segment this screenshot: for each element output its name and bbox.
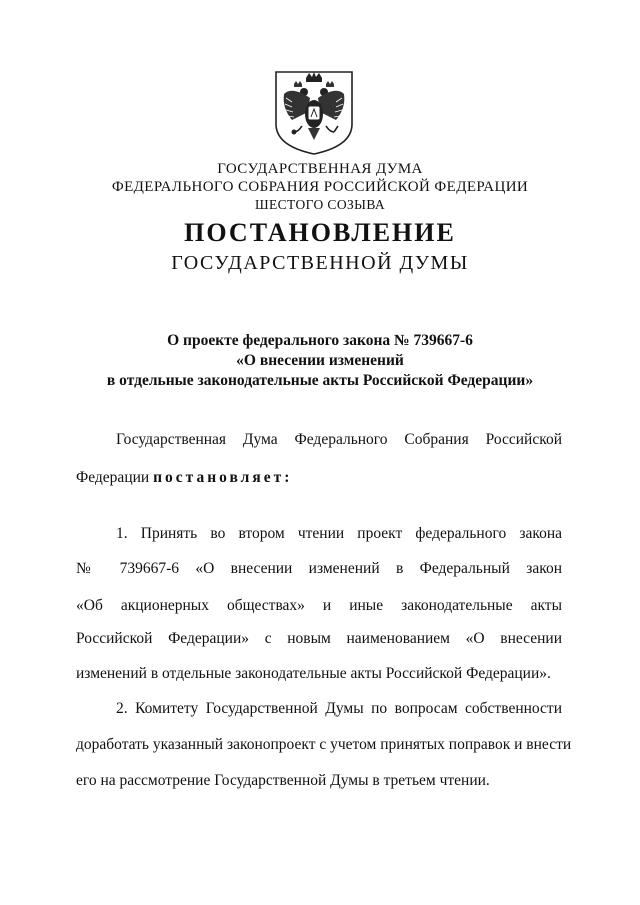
preamble-text: Федерации [76,469,154,486]
resolution-verb: постановляет: [153,469,293,486]
convocation: ШЕСТОГО СОЗЫВА [254,197,386,212]
clause2-line2: доработать указанный законопроект с учетом принятых поправок и внести [76,736,572,753]
preamble-line2 [76,468,292,488]
coat-of-arms-icon [272,68,356,156]
clause1-line5: изменений в отдельные законодательные акты Российской Федерации». [76,665,551,682]
clause1-line2: № 739667-6 «О внесении изменений в Федеральный закон [76,560,562,577]
clause2-line3: его на рассмотрение Государственной Думы в третьем чтении. [76,772,490,789]
subject-line2: «О внесении изменений [236,352,404,369]
document-type: ПОСТАНОВЛЕНИЕ [184,218,456,247]
clause1-line4: Российской Федерации» с новым наименованием «О внесении [76,630,562,647]
document-issuer: ГОСУДАРСТВЕННОЙ ДУМЫ [171,252,469,274]
org-name-line1: ГОСУДАРСТВЕННАЯ ДУМА [217,161,423,177]
clause1-line3: «Об акционерных обществах» и иные законодательные акты [76,597,562,614]
org-name-line2: ФЕДЕРАЛЬНОГО СОБРАНИЯ РОССИЙСКОЙ ФЕДЕРАЦИИ [111,179,529,195]
clause2-line1: 2. Комитету Государственной Думы по вопросам собственности [116,700,562,717]
subject-line1: О проекте федерального закона № 739667-6 [167,332,473,349]
preamble-line1: Государственная Дума Федерального Собрания Российской [116,431,562,448]
clause1-line1: 1. Принять во втором чтении проект федерального закона [116,525,562,542]
subject-line3: в отдельные законодательные акты Российской Федерации» [106,372,534,389]
